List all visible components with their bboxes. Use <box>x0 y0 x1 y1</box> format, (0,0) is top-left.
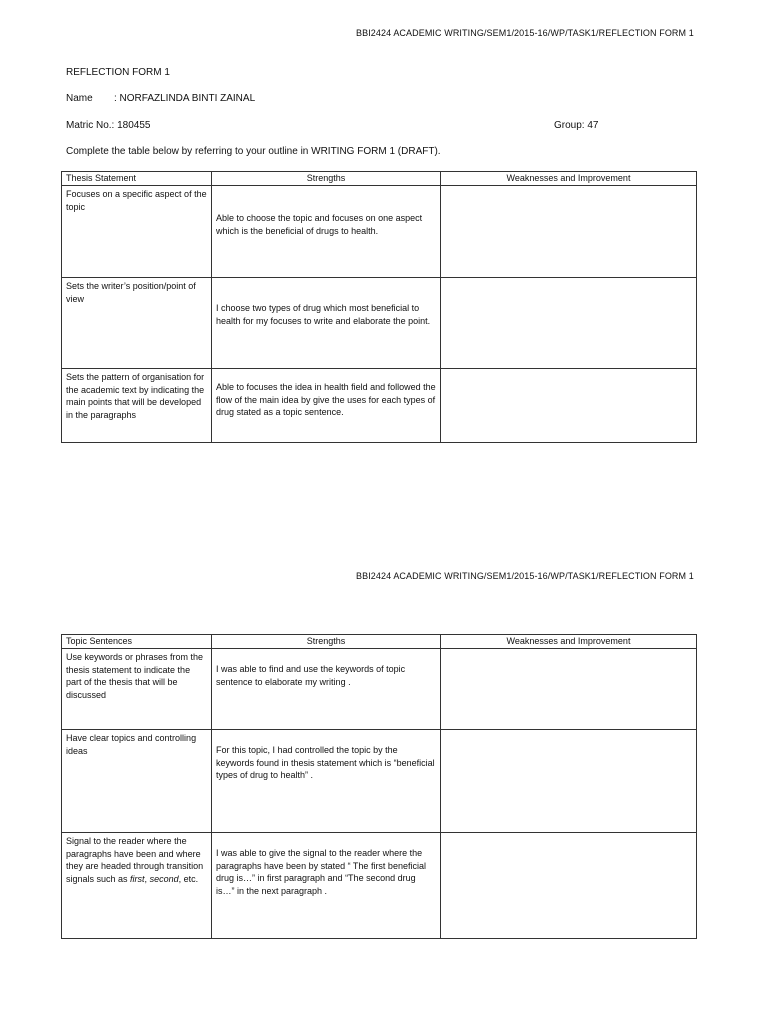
weakness-cell <box>441 369 697 443</box>
column-header-weaknesses: Weaknesses and Improvement <box>441 172 697 186</box>
strength-text: Able to choose the topic and focuses on one aspect which is the beneficial of drugs to health. <box>216 213 423 236</box>
criterion-cell: Use keywords or phrases from the thesis statement to indicate the part of the thesis that will be discussed <box>62 649 212 730</box>
strength-cell <box>212 186 441 278</box>
weakness-cell <box>441 186 697 278</box>
strength-cell <box>212 369 441 443</box>
column-header-thesis-statement: Thesis Statement <box>62 172 212 186</box>
topic-sentences-table <box>61 634 697 939</box>
criterion-cell: Focuses on a specific aspect of the topic <box>62 186 212 278</box>
strength-text: For this topic, I had controlled the topic by the keywords found in thesis statement which is “beneficial types of drug to health” . <box>216 745 435 780</box>
criterion-cell: Sets the writer’s position/point of view <box>62 278 212 369</box>
criterion-separator: , <box>144 873 150 884</box>
instruction-text: Complete the table below by referring to your outline in WRITING FORM 1 (DRAFT). <box>66 146 441 157</box>
name-value: : NORFAZLINDA BINTI ZAINAL <box>114 93 256 104</box>
document-reference-header: BBI2424 ACADEMIC WRITING/SEM1/2015-16/WP/TASK1/REFLECTION FORM 1 <box>356 28 694 38</box>
column-header-strengths: Strengths <box>212 172 441 186</box>
criterion-ending: , etc. <box>178 873 199 884</box>
group-number: Group: 47 <box>554 120 599 131</box>
table-row <box>62 833 697 939</box>
strength-text: I choose two types of drug which most beneficial to health for my focuses to write and elaborate the point. <box>216 303 431 326</box>
criterion-text: Signal to the reader where the paragraphs have been and where they are headed through transition signals such as <box>66 836 204 884</box>
weakness-cell <box>441 278 697 369</box>
table-header-row <box>62 635 697 649</box>
strength-cell <box>212 649 441 730</box>
table-row <box>62 649 697 730</box>
weakness-cell <box>441 730 697 833</box>
criterion-emphasis-first: first <box>130 873 145 884</box>
table-row <box>62 369 697 443</box>
criterion-emphasis-second: second <box>149 873 179 884</box>
criterion-cell: Have clear topics and controlling ideas <box>62 730 212 833</box>
column-header-strengths: Strengths <box>212 635 441 649</box>
strength-text: I was able to find and use the keywords of topic sentence to elaborate my writing . <box>216 664 406 687</box>
form-title: REFLECTION FORM 1 <box>66 67 170 78</box>
strength-text: I was able to give the signal to the reader where the paragraphs have been by stated “ The first beneficial drug is…” in first paragraph and “The second drug is…” in the next paragraph . <box>216 848 426 896</box>
weakness-cell <box>441 833 697 939</box>
table-header-row <box>62 172 697 186</box>
matric-number: Matric No.: 180455 <box>66 120 151 131</box>
table-row <box>62 186 697 278</box>
column-header-weaknesses: Weaknesses and Improvement <box>441 635 697 649</box>
name-label: Name <box>66 93 93 104</box>
strength-cell <box>212 278 441 369</box>
document-reference-header-page-2: BBI2424 ACADEMIC WRITING/SEM1/2015-16/WP/TASK1/REFLECTION FORM 1 <box>356 571 694 581</box>
table-row <box>62 730 697 833</box>
strength-text: Able to focuses the idea in health field and followed the flow of the main idea by give the uses for each types of drug stated as a topic sentence. <box>216 382 436 417</box>
weakness-cell <box>441 649 697 730</box>
thesis-statement-table <box>61 171 697 443</box>
strength-cell <box>212 730 441 833</box>
column-header-topic-sentences: Topic Sentences <box>62 635 212 649</box>
table-row <box>62 278 697 369</box>
criterion-cell <box>62 833 212 939</box>
strength-cell <box>212 833 441 939</box>
criterion-cell: Sets the pattern of organisation for the academic text by indicating the main points that will be developed in the paragraphs <box>62 369 212 443</box>
